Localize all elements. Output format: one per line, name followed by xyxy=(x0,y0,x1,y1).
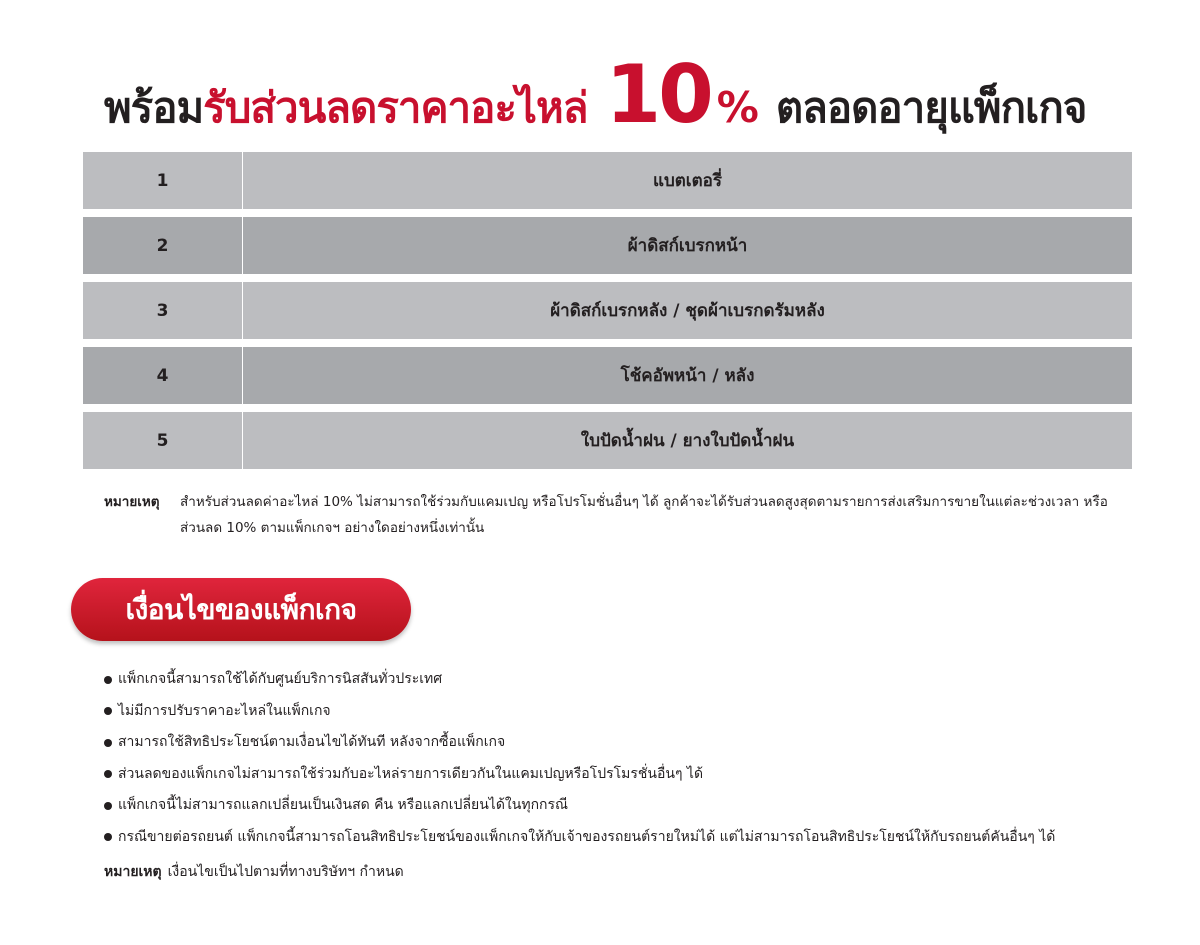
row-part-name: ผ้าดิสก์เบรกหลัง / ชุดผ้าเบรกดรัมหลัง xyxy=(550,301,825,321)
conditions-title: เงื่อนไขของแพ็กเกจ xyxy=(71,578,411,641)
row-number: 3 xyxy=(83,282,243,339)
condition-text: แพ็กเกจนี้สามารถใช้ได้กับศูนย์บริการนิสสันทั่วประเทศ xyxy=(118,671,443,687)
list-item xyxy=(104,822,1144,854)
headline-discount-text: รับส่วนลดราคาอะไหล่ xyxy=(203,83,588,132)
condition-text: ส่วนลดของแพ็กเกจไม่สามารถใช้ร่วมกับอะไหล่รายการเดียวกันในแคมเปญหรือโปรโมรชั่นอื่นๆ ได้ xyxy=(118,765,704,782)
table-row xyxy=(83,347,1132,404)
list-item xyxy=(104,790,1144,822)
conditions-note xyxy=(104,858,404,886)
bullet-icon xyxy=(104,802,112,810)
parts-table xyxy=(83,152,1132,477)
list-item xyxy=(104,664,1144,696)
headline-percent: % xyxy=(716,83,758,132)
table-row xyxy=(83,282,1132,339)
table-row xyxy=(83,412,1132,469)
condition-text: สามารถใช้สิทธิประโยชน์ตามเงื่อนไขได้ทันที หลังจากซื้อแพ็กเกจ xyxy=(118,734,506,750)
note-label: หมายเหตุ xyxy=(104,494,160,510)
condition-text: แพ็กเกจนี้ไม่สามารถแลกเปลี่ยนเป็นเงินสด คืน หรือแลกเปลี่ยนได้ในทุกกรณี xyxy=(118,797,569,813)
note-text: สำหรับส่วนลดค่าอะไหล่ 10% ไม่สามารถใช้ร่วมกับแคมเปญ หรือโปรโมชั่นอื่นๆ ได้ ลูกค้าจะได้รับส่วนลดสูงสุดตามรายการส่งเสริมการขายในแต่ละช่วงเวลา หรือส่วนลด 10% ตามแพ็กเกจฯ อย่างใดอย่างหนึ่งเท่านั้น xyxy=(180,494,1108,536)
discount-note xyxy=(104,489,1124,541)
headline-part-c: ตลอดอายุแพ็กเกจ xyxy=(775,83,1087,132)
row-part-name: ผ้าดิสก์เบรกหน้า xyxy=(627,236,748,256)
row-number: 4 xyxy=(83,347,243,404)
row-number: 5 xyxy=(83,412,243,469)
table-row xyxy=(83,152,1132,209)
row-part-name: โช้คอัพหน้า / หลัง xyxy=(620,366,755,386)
bullet-icon xyxy=(104,739,112,747)
headline-part-a: พร้อม xyxy=(104,83,204,132)
row-number: 1 xyxy=(83,152,243,209)
bullet-icon xyxy=(104,707,112,715)
conditions-list xyxy=(104,664,1144,853)
condition-text: ไม่มีการปรับราคาอะไหล่ในแพ็กเกจ xyxy=(118,702,331,719)
list-item xyxy=(104,727,1144,759)
note-label: หมายเหตุ xyxy=(104,864,162,880)
condition-text: กรณีขายต่อรถยนต์ แพ็กเกจนี้สามารถโอนสิทธิประโยชน์ของแพ็กเกจให้กับเจ้าของรถยนต์รายใหม่ได้ แต่ไม่สามารถโอนสิทธิประโยชน์ให้กับรถยนต์คันอื่นๆ ได้ xyxy=(118,828,1056,845)
list-item xyxy=(104,759,1144,791)
row-part-name: แบตเตอรี่ xyxy=(653,171,722,191)
table-row xyxy=(83,217,1132,274)
bullet-icon xyxy=(104,770,112,778)
headline xyxy=(104,48,1104,140)
list-item xyxy=(104,696,1144,728)
row-number: 2 xyxy=(83,217,243,274)
bullet-icon xyxy=(104,676,112,684)
note-text: เงื่อนไขเป็นไปตามที่ทางบริษัทฯ กำหนด xyxy=(167,864,404,880)
headline-number: 10 xyxy=(605,48,711,141)
row-part-name: ใบปัดน้ำฝน / ยางใบปัดน้ำฝน xyxy=(580,431,795,451)
bullet-icon xyxy=(104,833,112,841)
